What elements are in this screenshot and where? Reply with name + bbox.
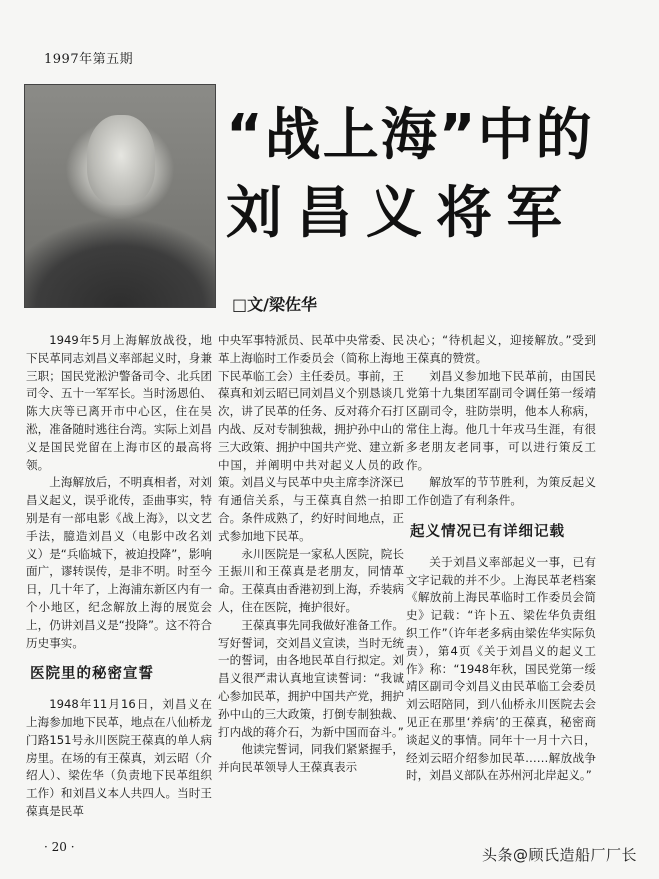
article-title <box>226 103 594 246</box>
paragraph: 关于刘昌义率部起义一事，已有文字记载的并不少。上海民革老档案《解放前上海民革临时工作委员会简史》记载：“许卜五、梁佐华负责组织工作”（许年老多病由梁佐华实际负责），第4页《关于刘昌义的起义工作》称：“1948年秋，国民党第一绥靖区副司令刘昌义由民革临工会委员刘云昭陪同，到八仙桥永川医院去会见正在那里‘养病’的王葆真，秘密商谈起义的事情。同年十一月十六日，经刘云昭介绍参加民革……解放战争时，刘昌义部队在苏州河北岸起义。” <box>406 554 596 783</box>
paragraph: 1949年5月上海解放战役，地下民革同志刘昌义率部起义时，身兼三职；国民党淞沪警备司令、北兵团司令、五十一军军长。当时汤恩伯、陈大庆等已离开市中心区，住在吴淞，准备随时逃往台湾。实际上刘昌义是国民党留在上海市区的最高将领。 <box>26 333 212 472</box>
paragraph: 1948年11月16日，刘昌义在上海参加地下民革，地点在八仙桥龙门路151号永川医院王葆真的单人病房里。在场的有王葆真，刘云昭（介绍人）、梁佐华（负责地下民革组织工作）和刘昌义本人共四人。当时王葆真是民革 <box>26 697 212 818</box>
column-1 <box>26 332 212 821</box>
paragraph: 刘昌义参加地下民革前，由国民党第十九集团军副司令调任第一绥靖区副司令，驻防崇明，他本人称病，常住上海。他几十年戎马生涯，有很多老朋友老同事，可以进行策反工作。 <box>406 368 596 472</box>
paragraph: 他读完誓词，同我们紧紧握手，并向民革领导人王葆真表示 <box>218 742 404 775</box>
title-line-2: 刘昌义将军 <box>226 181 576 246</box>
author-byline: □文/梁佐华 <box>232 295 317 314</box>
paragraph: 永川医院是一家私人医院，院长王振川和王葆真是老朋友，同情革命。王葆真由香港初到上海，乔装病人，住在医院，掩护很好。 <box>218 546 404 614</box>
paragraph: 上海解放后，不明真相者，对刘昌义起义，误乎讹传，歪曲事实，特别是有一部电影《战上海》，以文艺手法，臆造刘昌义（电影中改名刘义）是“兵临城下，被迫投降”，影响面广，谬转误传，是非不明。时至今日，几十年了，上海浦东新区内有一个小地区，纪念解放上海的展览会上，仍讲刘昌义是“投降”。这不符合历史事实。 <box>26 475 212 650</box>
paragraph: 王葆真事先同我做好准备工作。写好誓词，交刘昌义宣读，当时无统一的誓词，由各地民革自行拟定。刘昌义很严肃认真地宣读誓词：“我诚心参加民革，拥护中国共产党，拥护孙中山的三大政策，打倒专制独裁、打内战的蒋介石，为新中国而奋斗。” <box>218 617 404 739</box>
section-heading: 起义情况已有详细记载 <box>410 523 565 540</box>
column-2 <box>218 332 404 777</box>
title-line-1: “战上海”中的 <box>226 103 594 168</box>
section-heading: 医院里的秘密宣誓 <box>30 666 154 683</box>
column-3 <box>406 332 596 785</box>
portrait-photo <box>24 84 216 308</box>
issue-label: 1997年第五期 <box>44 52 134 67</box>
paragraph: 决心；“待机起义，迎接解放。”受到王葆真的赞赏。 <box>406 333 596 365</box>
source-watermark: 头条@顾氏造船厂厂长 <box>481 846 637 864</box>
page-number: · 20 · <box>44 840 75 854</box>
paragraph: 中央军事特派员、民革中央常委、民革上海临时工作委员会（简称上海地下民革临工会）主任委员。事前，王葆真和刘云昭已同刘昌义个别恳谈几次，讲了民革的任务、反对蒋介石打内战、反对专制独裁，拥护孙中山的三大政策、拥护中国共产党、建立新中国，并阐明中共对起义人员的政策。刘昌义与民革中央主席李济深已有通信关系，与王葆真自然一拍即合。条件成熟了，约好时间地点，正式参加地下民革。 <box>218 333 404 543</box>
portrait-face <box>87 115 155 205</box>
paragraph: 解放军的节节胜利，为策反起义工作创造了有利条件。 <box>406 475 596 508</box>
